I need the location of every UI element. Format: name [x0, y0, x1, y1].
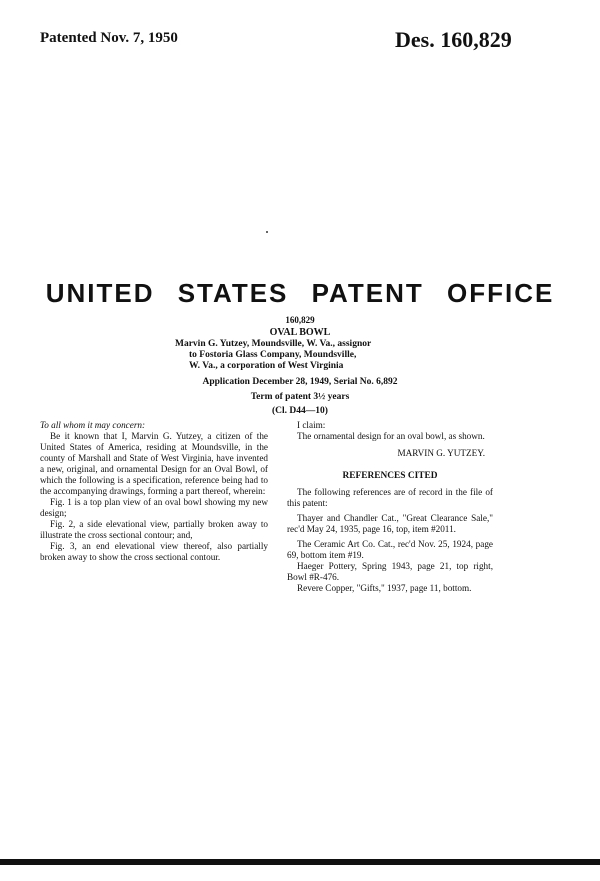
inventor-block: [175, 339, 425, 372]
reference-item: Thayer and Chandler Cat., "Great Clearance Sale," rec'd May 24, 1935, page 16, top, item #2011.: [287, 513, 493, 534]
claim-text: The ornamental design for an oval bowl, as shown.: [297, 431, 485, 441]
signature: MARVIN G. YUTZEY.: [397, 448, 485, 458]
salutation: To all whom it may concern:: [40, 420, 146, 430]
design-number: Des. 160,829: [395, 27, 512, 52]
intro-paragraph: Be it known that I, Marvin G. Yutzey, a citizen of the United States of America, residing at Moundsville, in the county of Marshall and State of West Virginia, have invented a new, original, and ornamental Design for an Oval Bowl, of which the following is a specification, reference being had to the accompanying drawings, forming a part thereof, wherein:: [40, 431, 268, 496]
term-line: Term of patent 3½ years: [250, 392, 350, 402]
patent-title: OVAL BOWL: [269, 327, 331, 338]
classification: (Cl. D44—10): [272, 406, 328, 416]
reference-item: Haeger Pottery, Spring 1943, page 21, top right, Bowl #R-476.: [287, 561, 493, 582]
reference-item: Revere Copper, "Gifts," 1937, page 11, bottom.: [297, 583, 472, 593]
claim-heading: I claim:: [297, 420, 326, 430]
inventor-line: to Fostoria Glass Company, Moundsville,: [189, 350, 357, 360]
inventor-line: Marvin G. Yutzey, Moundsville, W. Va., assignor: [175, 339, 372, 349]
bottom-rule: [0, 859, 600, 865]
left-column: [40, 420, 268, 563]
patent-date: Patented Nov. 7, 1950: [40, 30, 178, 46]
office-heading: UNITED STATES PATENT OFFICE: [45, 278, 555, 308]
references-heading: REFERENCES CITED: [342, 471, 438, 481]
reference-item: The Ceramic Art Co. Cat., rec'd Nov. 25, 1924, page 69, bottom item #19.: [287, 539, 493, 560]
right-column: [287, 420, 493, 594]
patent-number: 160,829: [285, 315, 315, 325]
stray-mark: [266, 231, 268, 233]
inventor-line: W. Va., a corporation of West Virginia: [189, 361, 344, 371]
figure-description: Fig. 2, a side elevational view, partially broken away to illustrate the cross sectional contour; and,: [40, 519, 268, 540]
figure-description: Fig. 1 is a top plan view of an oval bowl showing my new design;: [40, 497, 268, 518]
references-intro: The following references are of record in the file of this patent:: [287, 487, 493, 508]
figure-description: Fig. 3, an end elevational view thereof, also partially broken away to show the cross sectional contour.: [40, 541, 268, 562]
application-line: Application December 28, 1949, Serial No. 6,892: [202, 377, 398, 387]
